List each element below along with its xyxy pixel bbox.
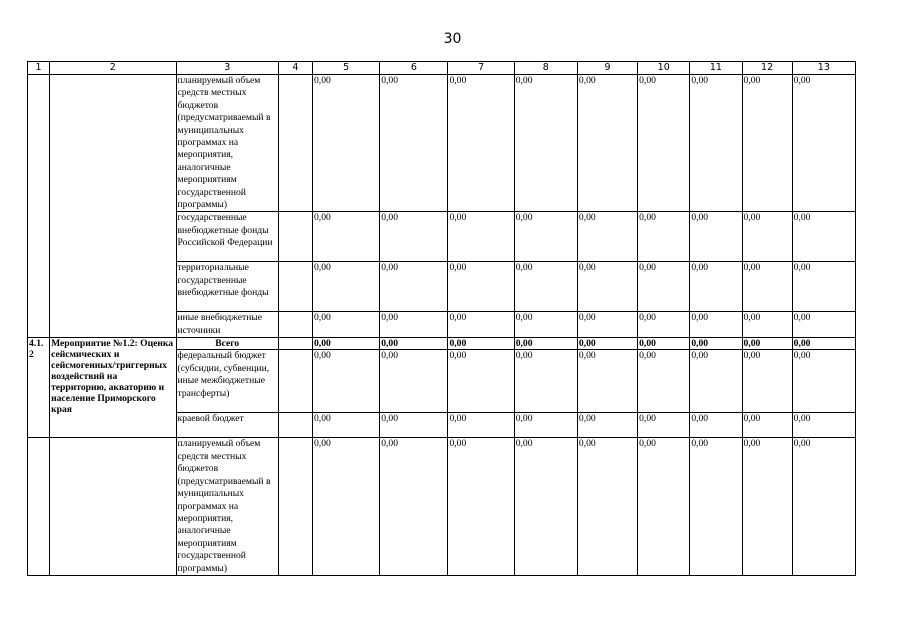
amount-cell: 0,00 [792, 312, 855, 338]
funding-source-cell: краевой бюджет [176, 413, 278, 438]
row-number-cell [28, 75, 50, 338]
amount-cell: 0,00 [313, 75, 380, 212]
amount-cell: 0,00 [792, 262, 855, 312]
column-header: 1 [28, 62, 50, 75]
row-number-cell: 4.1.2 [28, 338, 50, 438]
amount-cell: 0,00 [577, 438, 637, 575]
amount-cell: 0,00 [380, 350, 448, 413]
amount-cell: 0,00 [690, 75, 742, 212]
amount-cell: 0,00 [380, 212, 448, 262]
amount-cell: 0,00 [514, 438, 577, 575]
column-header: 6 [380, 62, 448, 75]
funding-source-cell: территориальные государственные внебюджетные фонды [176, 262, 278, 312]
amount-cell: 0,00 [313, 212, 380, 262]
amount-cell: 0,00 [313, 312, 380, 338]
amount-cell: 0,00 [448, 338, 514, 350]
amount-cell: 0,00 [313, 438, 380, 575]
amount-cell: 0,00 [514, 338, 577, 350]
event-name-cell [50, 438, 176, 575]
amount-cell: 0,00 [742, 262, 792, 312]
column-header: 10 [638, 62, 690, 75]
amount-cell: 0,00 [792, 438, 855, 575]
funding-source-cell: государственные внебюджетные фонды Российской Федерации [176, 212, 278, 262]
blank-cell [278, 212, 312, 262]
blank-cell [278, 338, 312, 350]
amount-cell: 0,00 [448, 438, 514, 575]
amount-cell: 0,00 [577, 262, 637, 312]
amount-cell: 0,00 [514, 312, 577, 338]
page-number: 30 [443, 31, 462, 47]
column-header: 8 [514, 62, 577, 75]
amount-cell: 0,00 [742, 350, 792, 413]
amount-cell: 0,00 [448, 350, 514, 413]
amount-cell: 0,00 [638, 350, 690, 413]
amount-cell: 0,00 [577, 350, 637, 413]
blank-cell [278, 312, 312, 338]
amount-cell: 0,00 [313, 262, 380, 312]
amount-cell: 0,00 [638, 262, 690, 312]
amount-cell: 0,00 [792, 413, 855, 438]
amount-cell: 0,00 [577, 312, 637, 338]
amount-cell: 0,00 [577, 338, 637, 350]
amount-cell: 0,00 [380, 75, 448, 212]
blank-cell [278, 413, 312, 438]
column-header: 4 [278, 62, 312, 75]
amount-cell: 0,00 [792, 350, 855, 413]
funding-source-cell: планируемый объем средств местных бюджетов (предусматриваемый в муниципальных программах на мероприятия, аналогичные мероприятиям государственной программы) [176, 438, 278, 575]
blank-cell [278, 75, 312, 212]
amount-cell: 0,00 [638, 338, 690, 350]
column-header: 13 [792, 62, 855, 75]
blank-cell [278, 438, 312, 575]
blank-cell [278, 262, 312, 312]
column-header: 12 [742, 62, 792, 75]
header-row [28, 62, 856, 75]
amount-cell: 0,00 [690, 212, 742, 262]
amount-cell: 0,00 [577, 212, 637, 262]
amount-cell: 0,00 [638, 75, 690, 212]
amount-cell: 0,00 [742, 413, 792, 438]
amount-cell: 0,00 [742, 75, 792, 212]
amount-cell: 0,00 [577, 413, 637, 438]
blank-cell [278, 350, 312, 413]
amount-cell: 0,00 [690, 350, 742, 413]
amount-cell: 0,00 [448, 262, 514, 312]
amount-cell: 0,00 [690, 413, 742, 438]
amount-cell: 0,00 [380, 312, 448, 338]
amount-cell: 0,00 [577, 75, 637, 212]
amount-cell: 0,00 [380, 413, 448, 438]
budget-table [27, 61, 856, 576]
amount-cell: 0,00 [638, 212, 690, 262]
amount-cell: 0,00 [313, 350, 380, 413]
amount-cell: 0,00 [638, 312, 690, 338]
amount-cell: 0,00 [448, 312, 514, 338]
table-row [28, 75, 856, 212]
amount-cell: 0,00 [448, 413, 514, 438]
row-number-cell [28, 438, 50, 575]
amount-cell: 0,00 [792, 338, 855, 350]
amount-cell: 0,00 [448, 212, 514, 262]
amount-cell: 0,00 [742, 438, 792, 575]
amount-cell: 0,00 [380, 438, 448, 575]
amount-cell: 0,00 [514, 75, 577, 212]
column-header: 5 [313, 62, 380, 75]
column-header: 7 [448, 62, 514, 75]
amount-cell: 0,00 [514, 212, 577, 262]
event-name-cell: Мероприятие №1.2: Оценка сейсмических и сейсмогенных/триггерных воздействий на территорию, акваторию и население Приморского края [50, 338, 176, 438]
table-row [28, 338, 856, 350]
amount-cell: 0,00 [514, 262, 577, 312]
funding-source-cell: Всего [176, 338, 278, 350]
amount-cell: 0,00 [313, 338, 380, 350]
funding-source-cell: иные внебюджетные источники [176, 312, 278, 338]
amount-cell: 0,00 [690, 438, 742, 575]
column-header: 11 [690, 62, 742, 75]
amount-cell: 0,00 [638, 438, 690, 575]
amount-cell: 0,00 [313, 413, 380, 438]
funding-source-cell: планируемый объем средств местных бюджетов (предусматриваемый в муниципальных программах на мероприятия, аналогичные мероприятиям государственной программы) [176, 75, 278, 212]
funding-source-cell: федеральный бюджет (субсидии, субвенции, иные межбюджетные трансферты) [176, 350, 278, 413]
amount-cell: 0,00 [690, 312, 742, 338]
amount-cell: 0,00 [514, 350, 577, 413]
amount-cell: 0,00 [514, 413, 577, 438]
amount-cell: 0,00 [742, 338, 792, 350]
amount-cell: 0,00 [742, 212, 792, 262]
amount-cell: 0,00 [448, 75, 514, 212]
table-row [28, 438, 856, 575]
column-header: 3 [176, 62, 278, 75]
amount-cell: 0,00 [742, 312, 792, 338]
amount-cell: 0,00 [792, 212, 855, 262]
amount-cell: 0,00 [690, 338, 742, 350]
amount-cell: 0,00 [638, 413, 690, 438]
event-name-cell [50, 75, 176, 338]
amount-cell: 0,00 [380, 262, 448, 312]
amount-cell: 0,00 [380, 338, 448, 350]
column-header: 2 [50, 62, 176, 75]
amount-cell: 0,00 [690, 262, 742, 312]
amount-cell: 0,00 [792, 75, 855, 212]
column-header: 9 [577, 62, 637, 75]
